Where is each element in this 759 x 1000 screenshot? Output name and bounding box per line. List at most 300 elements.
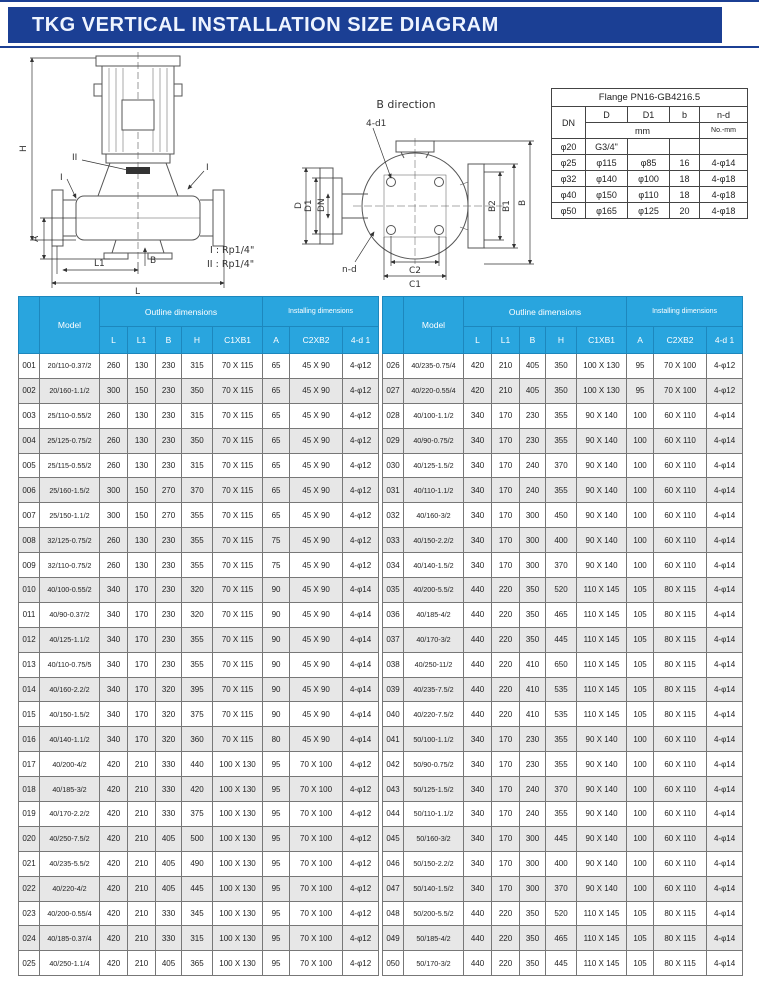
dimension-cell: 65 bbox=[263, 378, 290, 403]
model-cell: 40/100-0.55/2 bbox=[40, 578, 100, 603]
row-number: 026 bbox=[383, 354, 404, 379]
model-cell: 50/100-1.1/2 bbox=[404, 727, 464, 752]
dimension-cell: 70 X 115 bbox=[213, 677, 263, 702]
row-number: 046 bbox=[383, 851, 404, 876]
dimension-cell: 355 bbox=[546, 752, 577, 777]
row-number: 012 bbox=[19, 627, 40, 652]
dimension-cell: 100 bbox=[627, 403, 654, 428]
dimension-cell: 170 bbox=[492, 826, 520, 851]
row-number: 029 bbox=[383, 428, 404, 453]
dimension-cell: 100 X 130 bbox=[213, 802, 263, 827]
col-l1: L1 bbox=[128, 327, 156, 354]
dimension-cell: 350 bbox=[520, 578, 546, 603]
dimension-cell: 60 X 110 bbox=[654, 777, 707, 802]
spec-row bbox=[383, 951, 743, 976]
dimension-cell: 340 bbox=[464, 752, 492, 777]
dimension-cell: 4-φ14 bbox=[707, 876, 743, 901]
dimension-cell: 210 bbox=[128, 901, 156, 926]
spec-table-left-body bbox=[19, 354, 379, 976]
dimension-cell: 100 X 130 bbox=[213, 752, 263, 777]
model-cell: 25/110-0.55/2 bbox=[40, 403, 100, 428]
dimension-cell: 230 bbox=[156, 602, 182, 627]
model-cell: 40/90-0.37/2 bbox=[40, 602, 100, 627]
dimension-cell: 4-φ14 bbox=[343, 677, 379, 702]
row-number: 025 bbox=[19, 951, 40, 976]
dimension-cell: 420 bbox=[100, 901, 128, 926]
dimension-cell: 90 X 140 bbox=[577, 503, 627, 528]
row-number: 050 bbox=[383, 951, 404, 976]
dimension-cell: 220 bbox=[492, 702, 520, 727]
dimension-cell: 65 bbox=[263, 428, 290, 453]
flange-value-cell: 4-φ18 bbox=[700, 187, 748, 203]
spec-row bbox=[383, 578, 743, 603]
row-number: 010 bbox=[19, 578, 40, 603]
row-number: 027 bbox=[383, 378, 404, 403]
dimension-cell: 340 bbox=[464, 403, 492, 428]
dimension-cell: 100 bbox=[627, 428, 654, 453]
top-rule bbox=[0, 0, 759, 2]
dimension-cell: 70 X 115 bbox=[213, 403, 263, 428]
dimension-cell: 405 bbox=[156, 876, 182, 901]
col-model: Model bbox=[404, 297, 464, 354]
dimension-cell: 490 bbox=[182, 851, 213, 876]
dimension-cell: 170 bbox=[492, 478, 520, 503]
model-cell: 40/220-7.5/2 bbox=[404, 702, 464, 727]
dimension-cell: 110 X 145 bbox=[577, 926, 627, 951]
dimension-cell: 100 bbox=[627, 826, 654, 851]
dimension-cell: 230 bbox=[156, 528, 182, 553]
dimension-cell: 4-φ14 bbox=[707, 802, 743, 827]
dimension-cell: 220 bbox=[492, 677, 520, 702]
model-cell: 40/90-0.75/2 bbox=[404, 428, 464, 453]
model-cell: 40/200-4/2 bbox=[40, 752, 100, 777]
dimension-cell: 45 X 90 bbox=[290, 677, 343, 702]
dimension-cell: 210 bbox=[492, 354, 520, 379]
dimension-cell: 90 bbox=[263, 652, 290, 677]
spec-row bbox=[383, 553, 743, 578]
dimension-cell: 220 bbox=[492, 926, 520, 951]
dimension-cell: 330 bbox=[156, 777, 182, 802]
dimension-cell: 100 X 130 bbox=[213, 876, 263, 901]
dimension-cell: 60 X 110 bbox=[654, 752, 707, 777]
dimension-cell: 45 X 90 bbox=[290, 727, 343, 752]
row-number: 003 bbox=[19, 403, 40, 428]
dimension-cell: 4-φ14 bbox=[707, 602, 743, 627]
dimension-cell: 320 bbox=[156, 702, 182, 727]
dim-b1-label: B1 bbox=[502, 200, 512, 212]
row-number: 011 bbox=[19, 602, 40, 627]
dimension-cell: 420 bbox=[100, 752, 128, 777]
dimension-cell: 100 X 130 bbox=[213, 901, 263, 926]
dimension-cell: 110 X 145 bbox=[577, 627, 627, 652]
b-direction-title: B direction bbox=[376, 98, 436, 111]
dimension-cell: 350 bbox=[520, 627, 546, 652]
model-cell: 40/150-2.2/2 bbox=[404, 528, 464, 553]
dimension-cell: 70 X 100 bbox=[290, 926, 343, 951]
dimension-cell: 70 X 100 bbox=[290, 777, 343, 802]
spec-row bbox=[19, 652, 379, 677]
dimension-cell: 150 bbox=[128, 378, 156, 403]
dimension-cell: 70 X 115 bbox=[213, 503, 263, 528]
dimension-cell: 240 bbox=[520, 478, 546, 503]
spec-row bbox=[19, 876, 379, 901]
spec-row bbox=[19, 602, 379, 627]
spec-row bbox=[19, 378, 379, 403]
model-cell: 40/220-0.55/4 bbox=[404, 378, 464, 403]
dimension-cell: 105 bbox=[627, 652, 654, 677]
dimension-cell: 90 bbox=[263, 627, 290, 652]
dimension-cell: 100 X 130 bbox=[577, 378, 627, 403]
dimension-cell: 375 bbox=[182, 802, 213, 827]
dimension-cell: 340 bbox=[464, 528, 492, 553]
dimension-cell: 4-φ14 bbox=[707, 428, 743, 453]
dimension-cell: 355 bbox=[182, 528, 213, 553]
dimension-cell: 70 X 115 bbox=[213, 428, 263, 453]
row-number: 039 bbox=[383, 677, 404, 702]
spec-row bbox=[383, 354, 743, 379]
flange-value-cell: φ115 bbox=[586, 155, 628, 171]
dimension-cell: 110 X 145 bbox=[577, 702, 627, 727]
dimension-cell: 230 bbox=[156, 378, 182, 403]
row-number: 043 bbox=[383, 777, 404, 802]
dimension-cell: 4-φ14 bbox=[707, 851, 743, 876]
dimension-cell: 4-φ12 bbox=[343, 503, 379, 528]
row-number: 006 bbox=[19, 478, 40, 503]
dimension-cell: 230 bbox=[156, 428, 182, 453]
spec-row bbox=[19, 926, 379, 951]
dimension-cell: 220 bbox=[492, 602, 520, 627]
row-number: 033 bbox=[383, 528, 404, 553]
dimension-cell: 300 bbox=[100, 503, 128, 528]
spec-table-left bbox=[18, 296, 379, 976]
dimension-cell: 4-φ14 bbox=[707, 478, 743, 503]
row-number: 008 bbox=[19, 528, 40, 553]
dimension-cell: 100 X 130 bbox=[213, 777, 263, 802]
model-cell: 40/160-2.2/2 bbox=[40, 677, 100, 702]
dimension-cell: 420 bbox=[100, 951, 128, 976]
spec-row bbox=[383, 851, 743, 876]
dimension-cell: 500 bbox=[182, 826, 213, 851]
model-cell: 50/90-0.75/2 bbox=[404, 752, 464, 777]
dimension-cell: 90 bbox=[263, 578, 290, 603]
dimension-cell: 410 bbox=[520, 677, 546, 702]
dimension-cell: 340 bbox=[100, 677, 128, 702]
flange-value-cell: 4-φ18 bbox=[700, 171, 748, 187]
dimension-cell: 60 X 110 bbox=[654, 403, 707, 428]
spec-row bbox=[19, 503, 379, 528]
row-number: 016 bbox=[19, 727, 40, 752]
dimension-cell: 70 X 115 bbox=[213, 627, 263, 652]
dimension-cell: 340 bbox=[100, 602, 128, 627]
dimension-cell: 70 X 115 bbox=[213, 478, 263, 503]
dimension-cell: 110 X 145 bbox=[577, 652, 627, 677]
row-number: 035 bbox=[383, 578, 404, 603]
spec-row bbox=[383, 677, 743, 702]
model-cell: 40/235-0.75/4 bbox=[404, 354, 464, 379]
port-ii-note: II : Rp1/4" bbox=[207, 259, 255, 270]
dimension-cell: 370 bbox=[546, 553, 577, 578]
flange-row bbox=[552, 171, 748, 187]
dimension-cell: 90 X 140 bbox=[577, 777, 627, 802]
dimension-cell: 60 X 110 bbox=[654, 727, 707, 752]
dimension-cell: 110 X 145 bbox=[577, 677, 627, 702]
dimension-cell: 440 bbox=[464, 677, 492, 702]
row-number: 047 bbox=[383, 876, 404, 901]
page-title: TKG VERTICAL INSTALLATION SIZE DIAGRAM bbox=[8, 7, 722, 43]
dimension-cell: 260 bbox=[100, 354, 128, 379]
spec-row bbox=[19, 752, 379, 777]
dimension-cell: 70 X 100 bbox=[290, 802, 343, 827]
dimension-cell: 355 bbox=[546, 428, 577, 453]
dimension-cell: 45 X 90 bbox=[290, 602, 343, 627]
flange-value-cell: φ100 bbox=[628, 171, 670, 187]
spec-row bbox=[19, 578, 379, 603]
dimension-cell: 400 bbox=[546, 528, 577, 553]
dimension-cell: 60 X 110 bbox=[654, 876, 707, 901]
dimension-cell: 45 X 90 bbox=[290, 503, 343, 528]
dimension-cell: 170 bbox=[128, 702, 156, 727]
model-cell: 40/110-0.75/5 bbox=[40, 652, 100, 677]
dimension-cell: 260 bbox=[100, 403, 128, 428]
b-direction-dimension-lines bbox=[302, 128, 534, 280]
dimension-cell: 230 bbox=[156, 652, 182, 677]
dimension-cell: 45 X 90 bbox=[290, 478, 343, 503]
model-cell: 40/125-1.5/2 bbox=[404, 453, 464, 478]
dimension-cell: 170 bbox=[492, 453, 520, 478]
dimension-cell: 45 X 90 bbox=[290, 553, 343, 578]
dimension-cell: 300 bbox=[520, 503, 546, 528]
dimension-cell: 300 bbox=[100, 478, 128, 503]
dimension-cell: 315 bbox=[182, 354, 213, 379]
dimension-cell: 60 X 110 bbox=[654, 553, 707, 578]
dimension-cell: 60 X 110 bbox=[654, 851, 707, 876]
dimension-cell: 100 bbox=[627, 777, 654, 802]
dim-a-label: A bbox=[31, 235, 41, 242]
dimension-cell: 340 bbox=[464, 851, 492, 876]
dimension-cell: 80 X 115 bbox=[654, 602, 707, 627]
dimension-cell: 4-φ14 bbox=[343, 578, 379, 603]
dimension-cell: 100 bbox=[627, 478, 654, 503]
flange-table-body bbox=[552, 139, 748, 219]
row-number: 031 bbox=[383, 478, 404, 503]
port-i-left-label: I bbox=[60, 173, 63, 183]
spec-row bbox=[383, 403, 743, 428]
row-number: 013 bbox=[19, 652, 40, 677]
dimension-cell: 210 bbox=[128, 951, 156, 976]
dim-b-label: B bbox=[518, 199, 528, 206]
group-installing-dimensions: Installing dimensions bbox=[627, 297, 743, 327]
model-cell: 20/110-0.37/2 bbox=[40, 354, 100, 379]
dimension-cell: 110 X 145 bbox=[577, 578, 627, 603]
dim-l-label: L bbox=[135, 287, 141, 296]
dimension-cell: 350 bbox=[520, 602, 546, 627]
spec-row bbox=[19, 727, 379, 752]
spec-row bbox=[19, 802, 379, 827]
dimension-cell: 340 bbox=[464, 802, 492, 827]
dimension-cell: 105 bbox=[627, 702, 654, 727]
dimension-cell: 45 X 90 bbox=[290, 428, 343, 453]
dimension-cell: 105 bbox=[627, 578, 654, 603]
dimension-cell: 330 bbox=[156, 926, 182, 951]
dimension-cell: 95 bbox=[263, 777, 290, 802]
col-index-blank bbox=[383, 297, 404, 354]
model-cell: 20/160-1.1/2 bbox=[40, 378, 100, 403]
dimension-cell: 110 X 145 bbox=[577, 602, 627, 627]
dimension-cell: 130 bbox=[128, 354, 156, 379]
dimension-cell: 260 bbox=[100, 453, 128, 478]
dimension-cell: 230 bbox=[156, 453, 182, 478]
col-c2xb2: C2XB2 bbox=[290, 327, 343, 354]
row-number: 040 bbox=[383, 702, 404, 727]
dimension-cell: 4-φ12 bbox=[343, 403, 379, 428]
flange-value-cell: φ85 bbox=[628, 155, 670, 171]
spec-row bbox=[19, 354, 379, 379]
dimension-cell: 90 X 140 bbox=[577, 453, 627, 478]
dimension-cell: 320 bbox=[156, 727, 182, 752]
flange-value-cell: G3/4" bbox=[586, 139, 628, 155]
dimension-cell: 60 X 110 bbox=[654, 802, 707, 827]
col-h: H bbox=[182, 327, 213, 354]
dimension-cell: 70 X 115 bbox=[213, 652, 263, 677]
model-cell: 25/125-0.75/2 bbox=[40, 428, 100, 453]
dimension-cell: 60 X 110 bbox=[654, 503, 707, 528]
dimension-cell: 370 bbox=[546, 453, 577, 478]
spec-row bbox=[383, 826, 743, 851]
dimension-cell: 420 bbox=[100, 876, 128, 901]
dimension-cell: 350 bbox=[520, 951, 546, 976]
dimension-cell: 4-φ12 bbox=[343, 453, 379, 478]
dimension-cell: 4-φ14 bbox=[707, 553, 743, 578]
flange-value-cell: φ125 bbox=[628, 203, 670, 219]
dimension-cell: 100 bbox=[627, 802, 654, 827]
dimension-cell: 100 bbox=[627, 503, 654, 528]
dimension-cell: 170 bbox=[492, 851, 520, 876]
spec-row bbox=[383, 503, 743, 528]
row-number: 019 bbox=[19, 802, 40, 827]
dimension-cell: 440 bbox=[464, 901, 492, 926]
dimension-cell: 130 bbox=[128, 453, 156, 478]
dimension-cell: 80 X 115 bbox=[654, 926, 707, 951]
dim-d1-label: D1 bbox=[304, 199, 314, 212]
dimension-cell: 170 bbox=[492, 528, 520, 553]
spec-row bbox=[19, 428, 379, 453]
dimension-cell: 4-φ14 bbox=[707, 727, 743, 752]
row-number: 014 bbox=[19, 677, 40, 702]
dimension-cell: 130 bbox=[128, 403, 156, 428]
dimension-cell: 80 X 115 bbox=[654, 652, 707, 677]
spec-row bbox=[19, 702, 379, 727]
dimension-cell: 70 X 100 bbox=[290, 951, 343, 976]
dimension-cell: 4-φ14 bbox=[707, 926, 743, 951]
dimension-cell: 340 bbox=[464, 826, 492, 851]
col-h: H bbox=[546, 327, 577, 354]
dim-b2-label: B2 bbox=[488, 200, 498, 212]
dimension-cell: 350 bbox=[182, 428, 213, 453]
model-cell: 40/170-3/2 bbox=[404, 627, 464, 652]
dimension-cell: 210 bbox=[128, 802, 156, 827]
dimension-cell: 4-φ14 bbox=[707, 627, 743, 652]
spec-row bbox=[383, 926, 743, 951]
dimension-cell: 90 X 140 bbox=[577, 528, 627, 553]
dimension-cell: 445 bbox=[182, 876, 213, 901]
col-model: Model bbox=[40, 297, 100, 354]
dimension-cell: 210 bbox=[128, 926, 156, 951]
dimension-cell: 230 bbox=[156, 403, 182, 428]
dimension-cell: 90 X 140 bbox=[577, 851, 627, 876]
dimension-cell: 355 bbox=[546, 478, 577, 503]
dimension-cell: 340 bbox=[464, 503, 492, 528]
dimension-cell: 4-φ14 bbox=[707, 752, 743, 777]
row-number: 034 bbox=[383, 553, 404, 578]
dimension-cell: 535 bbox=[546, 677, 577, 702]
dimension-cell: 4-φ14 bbox=[707, 403, 743, 428]
dimension-cell: 4-φ12 bbox=[343, 777, 379, 802]
spec-row bbox=[19, 453, 379, 478]
dimension-cell: 170 bbox=[128, 652, 156, 677]
dimension-cell: 405 bbox=[520, 378, 546, 403]
col-c1xb1: C1XB1 bbox=[577, 327, 627, 354]
port-i-note: I : Rp1/4" bbox=[210, 245, 255, 256]
row-number: 007 bbox=[19, 503, 40, 528]
col-a: A bbox=[263, 327, 290, 354]
spec-row bbox=[383, 528, 743, 553]
flange-value-cell bbox=[628, 139, 670, 155]
dn-cell: φ32 bbox=[552, 171, 586, 187]
spec-row bbox=[383, 478, 743, 503]
flange-row bbox=[552, 203, 748, 219]
dimension-cell: 80 X 115 bbox=[654, 627, 707, 652]
dimension-cell: 70 X 100 bbox=[290, 876, 343, 901]
col-c2xb2: C2XB2 bbox=[654, 327, 707, 354]
dimension-cell: 340 bbox=[464, 727, 492, 752]
model-cell: 50/185-4/2 bbox=[404, 926, 464, 951]
dimension-cell: 65 bbox=[263, 403, 290, 428]
dimension-cell: 170 bbox=[128, 677, 156, 702]
b-direction-outline bbox=[320, 138, 506, 264]
row-number: 009 bbox=[19, 553, 40, 578]
dimension-cell: 4-φ12 bbox=[343, 826, 379, 851]
flange-value-cell: 18 bbox=[670, 187, 700, 203]
dimension-cell: 80 X 115 bbox=[654, 677, 707, 702]
dimension-cell: 340 bbox=[100, 727, 128, 752]
dimension-cell: 340 bbox=[100, 627, 128, 652]
dimension-cell: 4-φ14 bbox=[343, 602, 379, 627]
row-number: 018 bbox=[19, 777, 40, 802]
dimension-cell: 445 bbox=[546, 627, 577, 652]
dimension-cell: 4-φ12 bbox=[343, 478, 379, 503]
dimension-cell: 4-φ12 bbox=[343, 901, 379, 926]
dn-cell: φ40 bbox=[552, 187, 586, 203]
dimension-cell: 4-φ14 bbox=[707, 677, 743, 702]
dimension-cell: 650 bbox=[546, 652, 577, 677]
dimension-cell: 60 X 110 bbox=[654, 428, 707, 453]
dimension-cell: 240 bbox=[520, 777, 546, 802]
dimension-cell: 340 bbox=[464, 876, 492, 901]
dimension-cell: 270 bbox=[156, 478, 182, 503]
dimension-cell: 65 bbox=[263, 503, 290, 528]
spec-row bbox=[383, 702, 743, 727]
dimension-cell: 80 X 115 bbox=[654, 951, 707, 976]
spec-row bbox=[19, 553, 379, 578]
dimension-cell: 350 bbox=[546, 378, 577, 403]
dimension-cell: 90 bbox=[263, 702, 290, 727]
dimension-cell: 395 bbox=[182, 677, 213, 702]
dimension-cell: 4-φ14 bbox=[707, 652, 743, 677]
spec-row bbox=[383, 652, 743, 677]
dimension-cell: 70 X 115 bbox=[213, 528, 263, 553]
row-number: 022 bbox=[19, 876, 40, 901]
col-b: B bbox=[520, 327, 546, 354]
